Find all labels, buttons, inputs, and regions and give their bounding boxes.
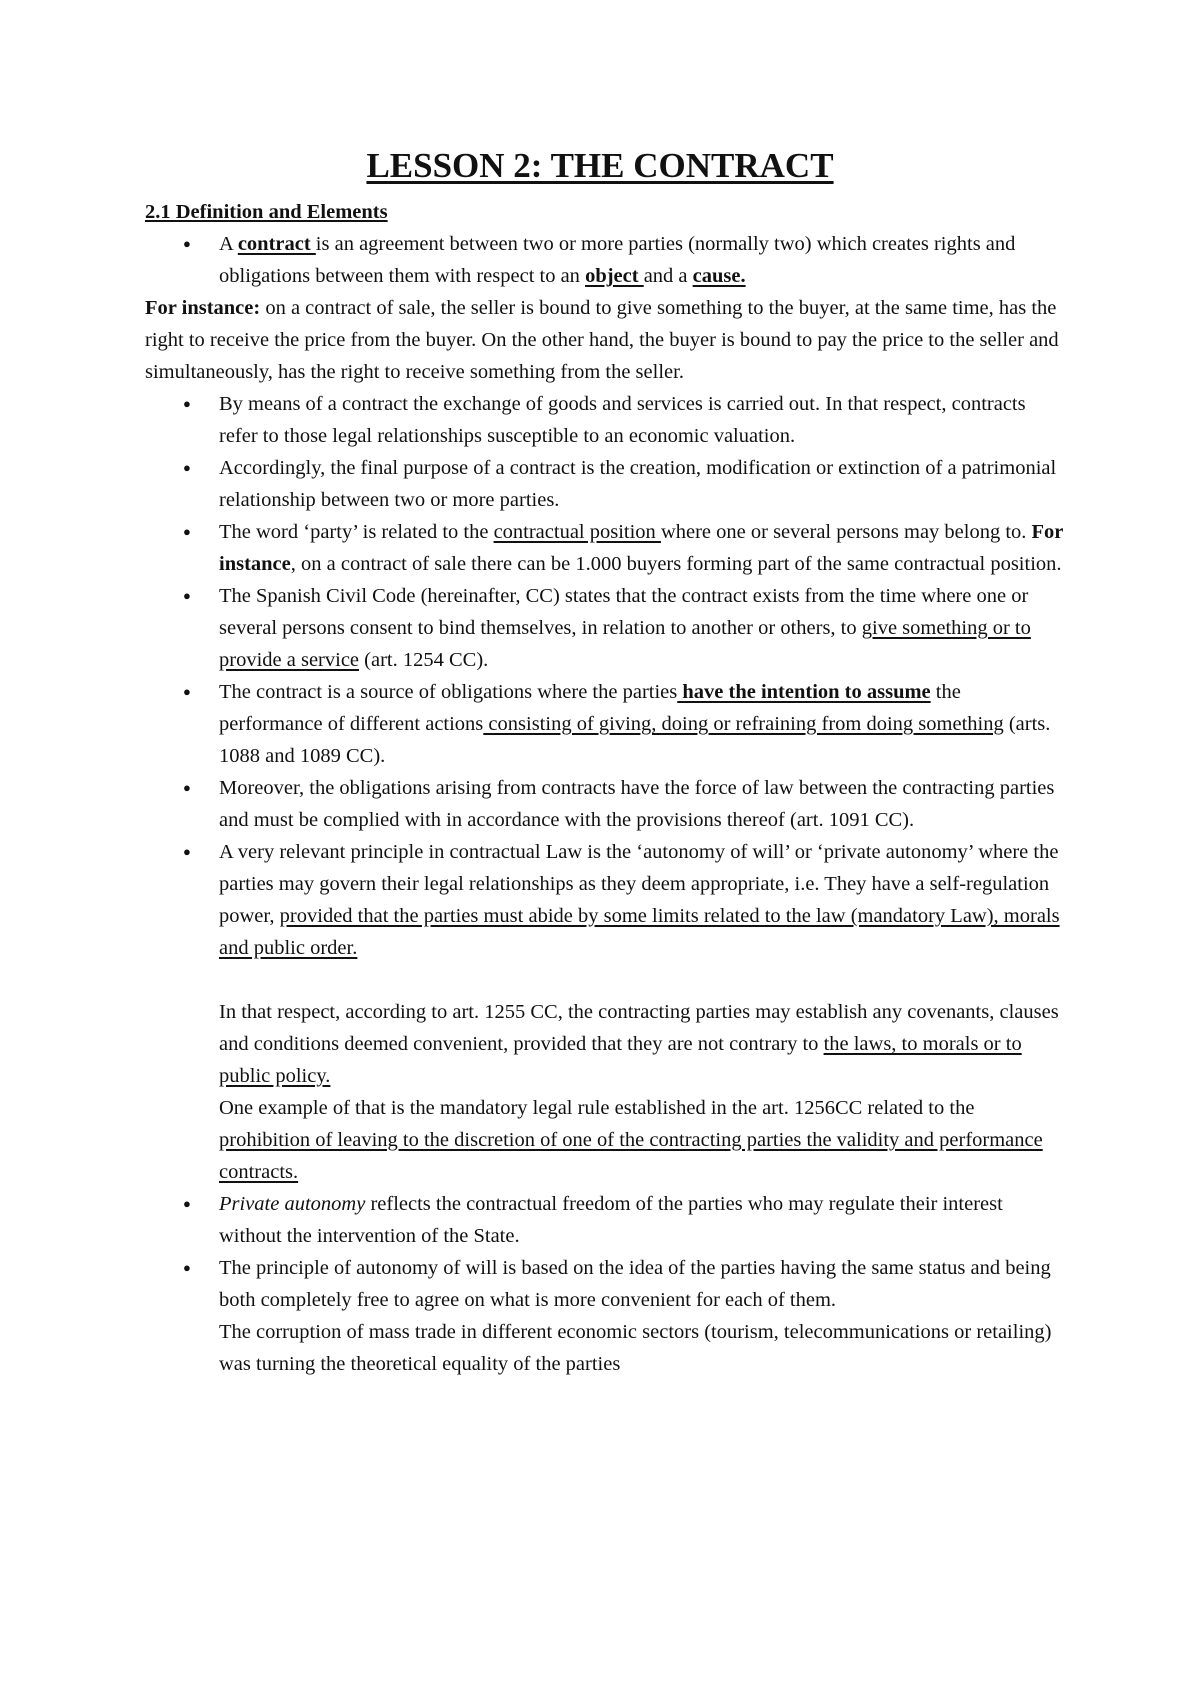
paragraph: One example of that is the mandatory legal rule established in the art. 1256CC related to the prohibition of leaving to the discretion of one of the contracting parties the validity and performance contracts. xyxy=(219,1097,1043,1183)
spacer xyxy=(145,964,1065,996)
bullet-item: ● The Spanish Civil Code (hereinafter, CC) states that the contract exists from the time where one or several persons consent to bind themselves, in relation to another or others, to give something or to provide a service (art. 1254 CC). xyxy=(145,580,1065,676)
bullet-item: ● By means of a contract the exchange of goods and services is carried out. In that respect, contracts refer to those legal relationships susceptible to an economic valuation. xyxy=(145,388,1065,452)
paragraph: In that respect, according to art. 1255 CC, the contracting parties may establish any covenants, clauses and conditions deemed convenient, provided that they are not contrary to the laws, to morals or to public policy. xyxy=(219,1001,1059,1087)
section-heading: 2.1 Definition and Elements xyxy=(145,201,388,223)
page-title: LESSON 2: THE CONTRACT xyxy=(366,146,834,185)
bullet-item: ● Accordingly, the final purpose of a contract is the creation, modification or extinction of a patrimonial relationship between two or more parties. xyxy=(145,452,1065,516)
paragraph: The corruption of mass trade in different economic sectors (tourism, telecommunications or retailing) was turning the theoretical equality of the parties xyxy=(219,1321,1052,1375)
bullet-item: ● The contract is a source of obligations where the parties have the intention to assume the performance of different actions consisting of giving, doing or refraining from doing something (arts. 1088 and 1089 CC). xyxy=(145,676,1065,772)
bullet-item: ● Private autonomy reflects the contractual freedom of the parties who may regulate their interest without the intervention of the State. xyxy=(145,1188,1065,1252)
bullet-item: ● A contract is an agreement between two or more parties (normally two) which creates rights and obligations between them with respect to an object and a cause. xyxy=(145,228,1065,292)
document-body xyxy=(145,196,1065,1380)
bullet-item: ● The principle of autonomy of will is based on the idea of the parties having the same status and being both completely free to agree on what is more convenient for each of them. xyxy=(145,1252,1065,1316)
paragraph: For instance: on a contract of sale, the seller is bound to give something to the buyer, at the same time, has the right to receive the price from the buyer. On the other hand, the buyer is bound to pay the price to the seller and simultaneously, has the right to receive something from the seller. xyxy=(145,297,1059,383)
bullet-item: ● A very relevant principle in contractual Law is the ‘autonomy of will’ or ‘private autonomy’ where the parties may govern their legal relationships as they deem appropriate, i.e. They have a self-regulation power, provided that the parties must abide by some limits related to the law (mandatory Law), morals and public order. xyxy=(145,836,1065,964)
bullet-item: ● The word ‘party’ is related to the contractual position where one or several persons may belong to. For instance, on a contract of sale there can be 1.000 buyers forming part of the same contractual position. xyxy=(145,516,1065,580)
bullet-item: ● Moreover, the obligations arising from contracts have the force of law between the contracting parties and must be complied with in accordance with the provisions thereof (art. 1091 CC). xyxy=(145,772,1065,836)
